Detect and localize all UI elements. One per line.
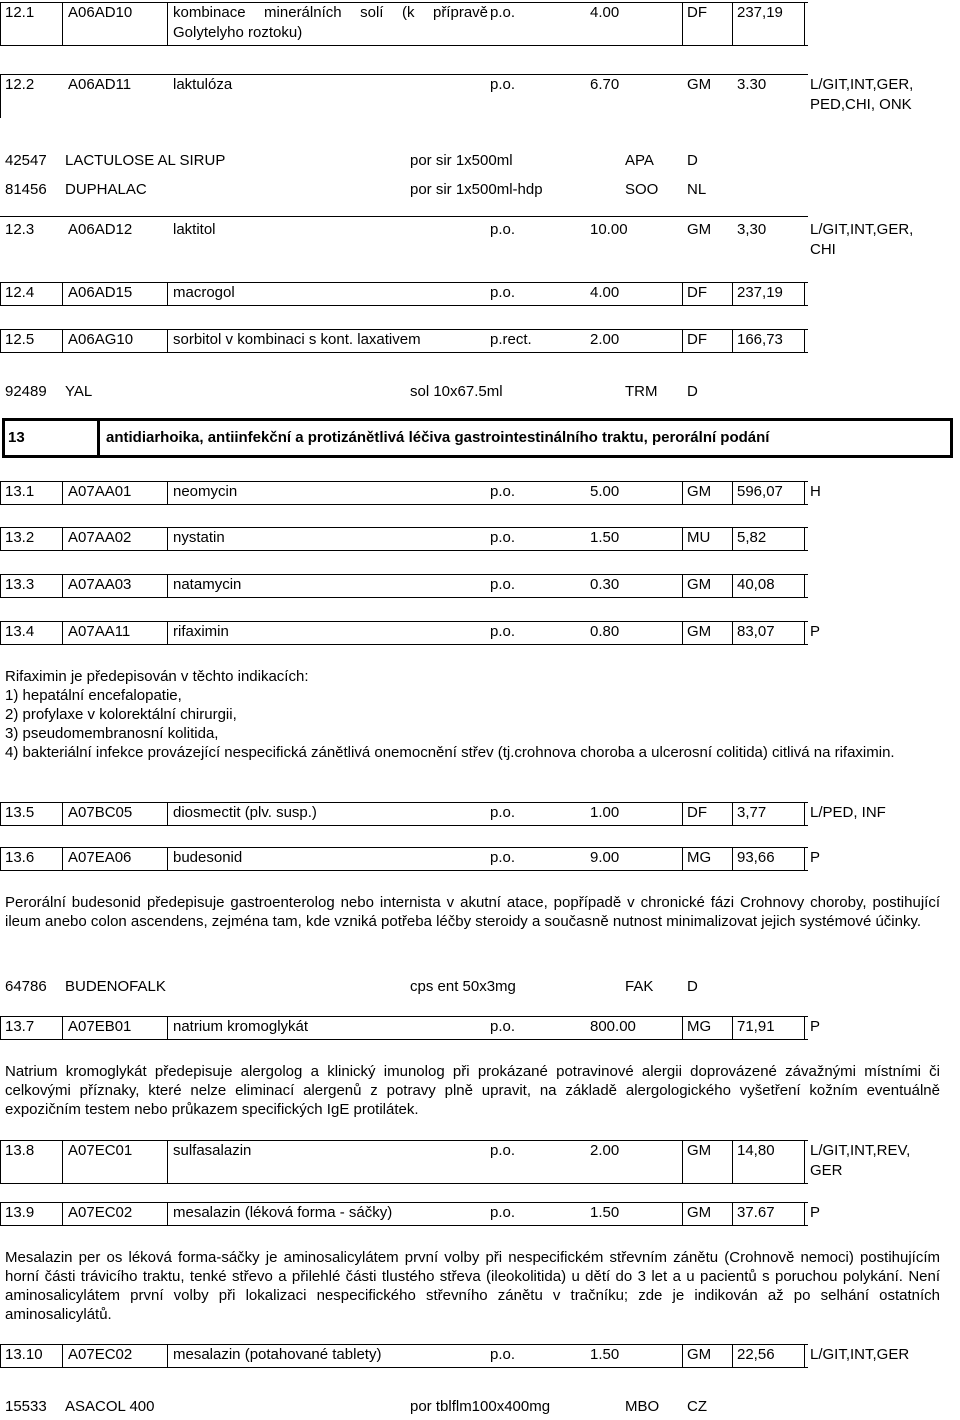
table-row [0,1203,960,1227]
drug-name: sulfasalazin [173,1142,252,1159]
atc-code: A07AA03 [68,576,132,593]
atc-code: A06AD12 [68,221,133,238]
price: 3.30 [737,76,767,93]
drug-name: natamycin [173,576,242,593]
atc-code: A07EB01 [68,1018,132,1035]
drug-name: laktitol [173,221,216,238]
route: p.o. [490,1346,516,1363]
dose: 4.00 [590,284,620,301]
product-form: cps ent 50x3mg [410,978,516,995]
note: P [810,1204,821,1221]
product-code: 42547 [5,152,47,169]
note: L/GIT,INT,REV, GER [810,1142,911,1179]
dose: 4.00 [590,4,620,21]
unit: GM [687,76,712,93]
row-number: 13.1 [5,483,35,500]
note: P [810,1018,821,1035]
product-country: D [687,978,698,995]
table-row [0,1141,960,1179]
row-number: 13.4 [5,623,35,640]
budesonid-note: Perorální budesonid předepisuje gastroenterolog nebo internista v akutní atace, popřípadě v chronické fázi Crohnovy choroby, postihující ileum anebo colon ascendens, zejména tam, kde vzniká potřeba léčby steroidy a současně nutnost minimalizovat jejich systémové účinky. [5,894,940,930]
dose: 1.50 [590,1204,620,1221]
row-number: 13.3 [5,576,35,593]
price: 40,08 [737,576,775,593]
note-line: 2) profylaxe v kolorektální chirurgii, [5,706,237,723]
dose: 5.00 [590,483,620,500]
table-row [0,330,960,354]
unit: DF [687,331,707,348]
product-maker: APA [625,152,654,169]
rifaximin-note [5,667,940,762]
note: L/GIT,INT,GER [810,1346,910,1363]
product-maker: FAK [625,978,654,995]
price: 93,66 [737,849,775,866]
drug-name: kombinace minerálních solí (k přípravě Golytelyho roztoku) [173,4,488,41]
table-row [0,75,960,113]
product-name: LACTULOSE AL SIRUP [65,152,226,169]
dose: 1.50 [590,529,620,546]
product-code: 92489 [5,383,47,400]
drug-name: rifaximin [173,623,229,640]
row-number: 12.5 [5,331,35,348]
row-number: 12.2 [5,76,35,93]
atc-code: A06AD15 [68,284,133,301]
dose: 2.00 [590,331,620,348]
product-name: BUDENOFALK [65,978,166,995]
unit: DF [687,284,707,301]
row-number: 12.3 [5,221,35,238]
note-line: Rifaximin je předepisován v těchto indikacích: [5,668,309,685]
route: p.o. [490,1142,516,1159]
section-header [2,418,953,458]
product-code: 81456 [5,181,47,198]
row-number: 13.10 [5,1346,43,1363]
atc-code: A06AD11 [68,76,132,93]
product-name: YAL [65,383,93,400]
note: H [810,483,821,500]
note: P [810,623,821,640]
dose: 9.00 [590,849,620,866]
row-number: 12.1 [5,4,35,21]
route: p.o. [490,1018,516,1035]
table-row [0,283,960,307]
route: p.o. [490,576,516,593]
atc-code: A07EA06 [68,849,132,866]
drug-name: nystatin [173,529,225,546]
unit: GM [687,221,712,238]
unit: GM [687,483,712,500]
product-form: por tblflm100x400mg [410,1398,551,1415]
product-country: CZ [687,1398,707,1415]
product-maker: MBO [625,1398,660,1415]
price: 166,73 [737,331,783,348]
atc-code: A07BC05 [68,804,133,821]
note-line: 4) bakteriální infekce provázející nespecifická zánětlivá onemocnění střev (tj.crohnova choroba a ulcerosní colitida) citlivá na rifaximin. [5,744,895,761]
note-line: 1) hepatální encefalopatie, [5,687,182,704]
unit: GM [687,1346,712,1363]
dose: 6.70 [590,76,620,93]
price: 3,77 [737,804,767,821]
price: 83,07 [737,623,775,640]
note: L/PED, INF [810,804,886,821]
unit: MU [687,529,711,546]
atc-code: A07AA01 [68,483,132,500]
dose: 1.00 [590,804,620,821]
atc-code: A06AD10 [68,4,133,21]
unit: GM [687,576,712,593]
unit: MG [687,1018,712,1035]
product-country: D [687,383,698,400]
product-form: por sir 1x500ml [410,152,513,169]
table-row [0,1017,960,1041]
table-row [0,482,960,506]
dose: 0.80 [590,623,620,640]
drug-name: diosmectit (plv. susp.) [173,804,317,821]
dose: 10.00 [590,221,628,238]
atc-code: A06AG10 [68,331,134,348]
product-maker: SOO [625,181,659,198]
note: L/GIT,INT,GER, CHI [810,221,914,258]
route: p.o. [490,4,516,21]
drug-name: mesalazin (léková forma - sáčky) [173,1204,393,1221]
atc-code: A07AA02 [68,529,132,546]
row-number: 12.4 [5,284,35,301]
unit: MG [687,849,712,866]
kromoglykat-note: Natrium kromoglykát předepisuje alergolog a klinický imunolog při prokázané potravinové alergii doprovázené závažnými místními či celkovými příznaky, které nelze eliminací alergenů z potravy plně upravit, na základě alergologického vyšetření kožním eventuálně expozičním testem nebo průkazem specifických IgE protilátek. [5,1063,940,1118]
product-name: DUPHALAC [65,181,147,198]
section-number: 13 [8,429,25,446]
route: p.rect. [490,331,532,348]
section-title: antidiarhoika, antiinfekční a protizánětlivá léčiva gastrointestinálního traktu, perorální podání [106,429,770,446]
table-row [0,848,960,872]
atc-code: A07EC02 [68,1346,133,1363]
row-number: 13.9 [5,1204,35,1221]
table-row [0,803,960,827]
table-row [0,622,960,646]
product-code: 64786 [5,978,47,995]
row-number: 13.2 [5,529,35,546]
atc-code: A07AA11 [68,623,131,640]
product-country: D [687,152,698,169]
unit: GM [687,623,712,640]
drug-name: macrogol [173,284,235,301]
route: p.o. [490,804,516,821]
drug-name: sorbitol v kombinaci s kont. laxativem [173,331,421,348]
route: p.o. [490,623,516,640]
row-number: 13.5 [5,804,35,821]
dose: 0.30 [590,576,620,593]
product-name: ASACOL 400 [65,1398,155,1415]
drug-name: natrium kromoglykát [173,1018,309,1035]
price: 71,91 [737,1018,775,1035]
atc-code: A07EC01 [68,1142,133,1159]
row-number: 13.6 [5,849,35,866]
note-line: 3) pseudomembranosní kolitida, [5,725,219,742]
note: P [810,849,821,866]
product-form: sol 10x67.5ml [410,383,503,400]
mesalazin-note: Mesalazin per os léková forma-sáčky je aminosalicylátem první volby při nespecifickém střevním zánětu (Crohnově nemoci) postihujícím horní části trávicího traktu, tenké střevo a přilehlé části tlustého střeva (ileokolitida) u dětí do 3 let a u pacientů s poruchou polykání. Není aminosalicylátem první volby při lokalizaci nespecifického střevního zánětu v tračníku; zde je indikován až po selhání ostatních aminosalicylátů. [5,1249,940,1323]
row-number: 13.7 [5,1018,35,1035]
price: 5,82 [737,529,767,546]
product-form: por sir 1x500ml-hdp [410,181,543,198]
route: p.o. [490,529,516,546]
drug-name: laktulóza [173,76,233,93]
price: 37.67 [737,1204,775,1221]
price: 237,19 [737,284,783,301]
drug-name: budesonid [173,849,243,866]
route: p.o. [490,284,516,301]
price: 596,07 [737,483,783,500]
route: p.o. [490,76,516,93]
price: 237,19 [737,4,783,21]
table-row [0,575,960,599]
unit: GM [687,1204,712,1221]
route: p.o. [490,1204,516,1221]
unit: DF [687,4,707,21]
table-row [0,3,960,41]
route: p.o. [490,483,516,500]
row-number: 13.8 [5,1142,35,1159]
product-country: NL [687,181,707,198]
table-row [0,1345,960,1369]
unit: DF [687,804,707,821]
dose: 2.00 [590,1142,620,1159]
dose: 800.00 [590,1018,636,1035]
route: p.o. [490,221,516,238]
atc-code: A07EC02 [68,1204,133,1221]
drug-name: neomycin [173,483,238,500]
price: 3,30 [737,221,767,238]
note: L/GIT,INT,GER, PED,CHI, ONK [810,76,914,113]
route: p.o. [490,849,516,866]
price: 14,80 [737,1142,775,1159]
drug-name: mesalazin (potahované tablety) [173,1346,382,1363]
unit: GM [687,1142,712,1159]
product-code: 15533 [5,1398,47,1415]
price: 22,56 [737,1346,775,1363]
product-maker: TRM [625,383,658,400]
table-row [0,528,960,552]
dose: 1.50 [590,1346,620,1363]
